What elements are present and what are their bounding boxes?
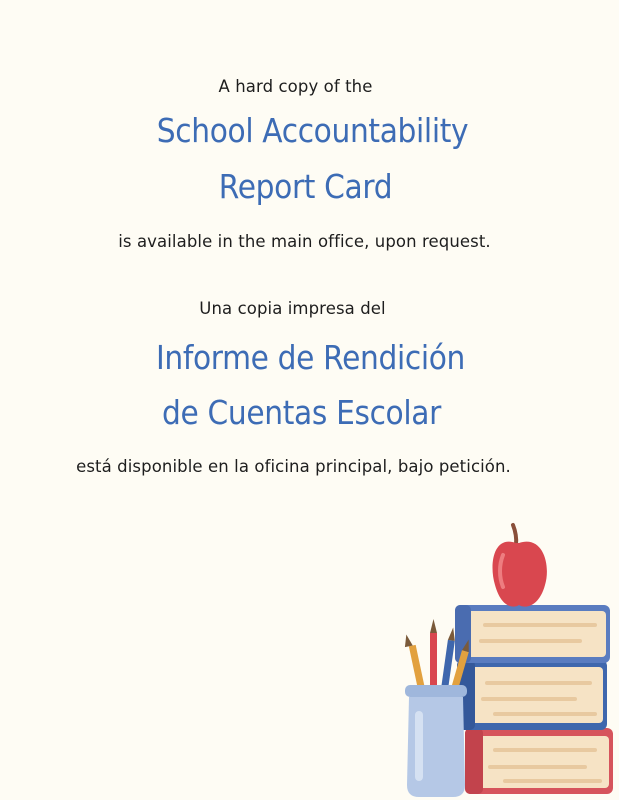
english-intro: A hard copy of the	[218, 77, 373, 96]
spanish-title-line-2: de Cuentas Escolar	[162, 393, 441, 432]
english-availability-text: is available in the main office, upon request.	[118, 232, 491, 251]
pencil-jar-icon	[405, 685, 467, 797]
blue-book-icon	[457, 660, 607, 730]
english-title-line-1: School Accountability	[156, 111, 469, 150]
spanish-intro: Una copia impresa del	[199, 299, 386, 318]
spanish-availability-text: está disponible en la oficina principal, bajo petición.	[76, 457, 511, 476]
red-book-icon	[465, 728, 613, 794]
spanish-title-line-1: Informe de Rendición	[155, 338, 465, 377]
english-title-line-2: Report Card	[218, 167, 393, 206]
school-supplies-icon	[395, 515, 619, 800]
top-book-icon	[455, 605, 610, 663]
apple-icon	[493, 525, 547, 607]
